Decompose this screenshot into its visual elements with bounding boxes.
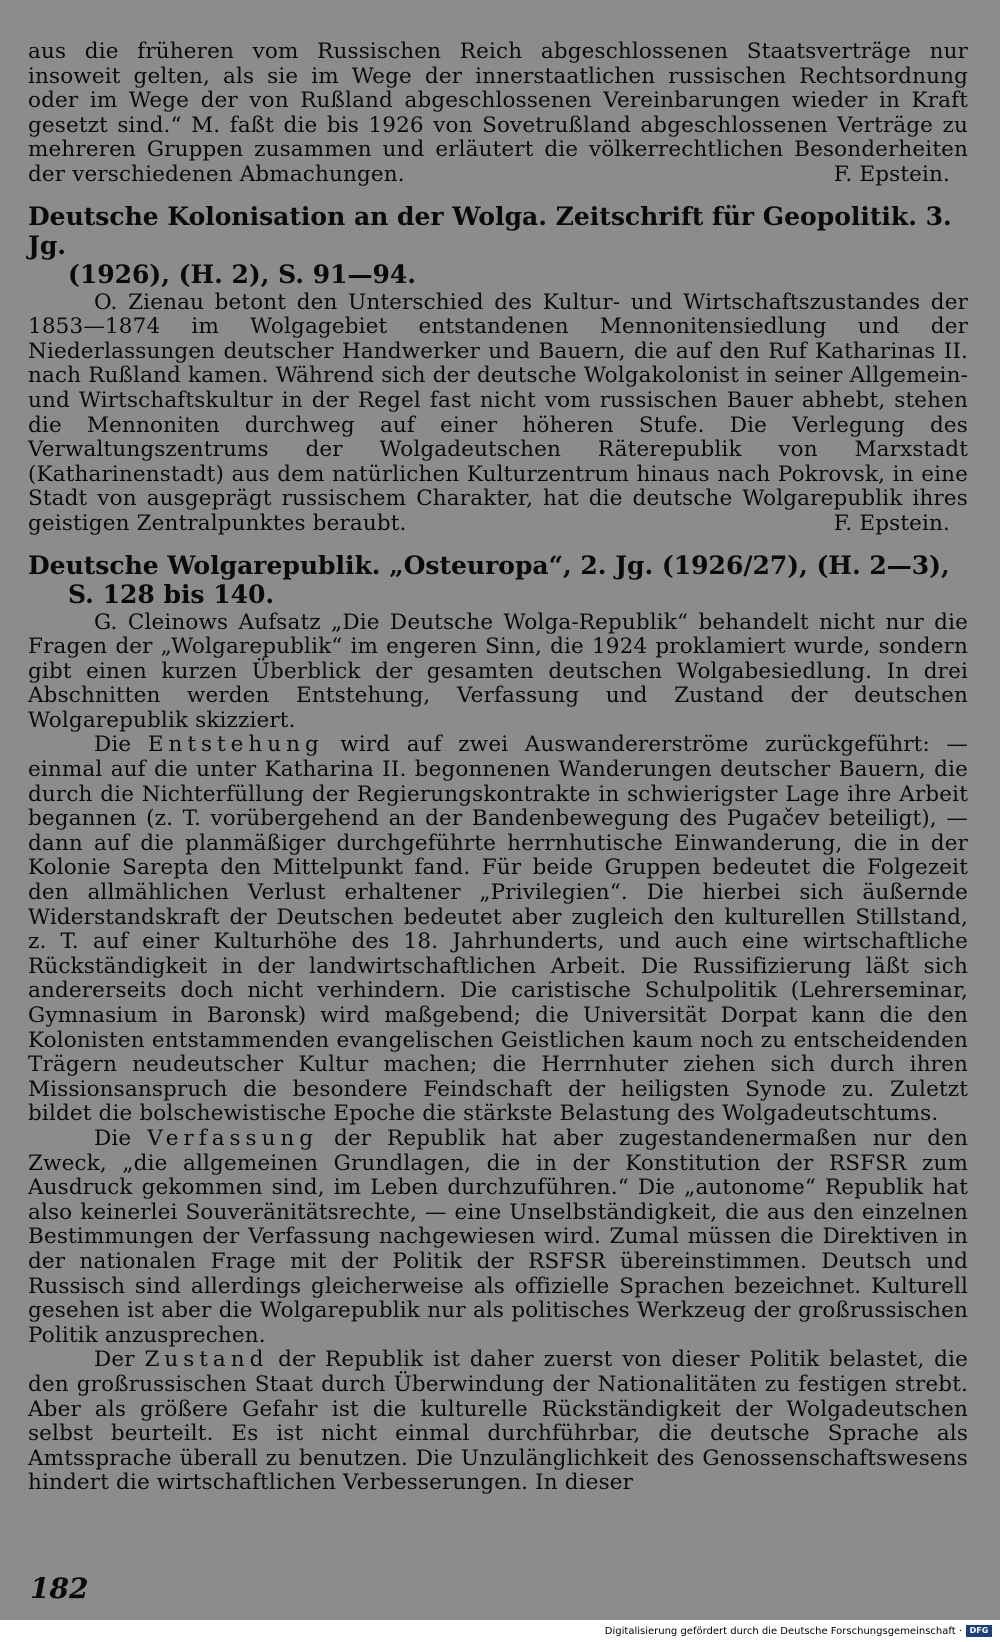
paragraph-zustand-text: der Republik ist daher zuerst von dieser Politik belastet, die den großrussischen Staat durch Überwindung der Nationalitäten zu festigen strebt. Aber als größere Gefahr ist die kulturelle Rückständigkeit der Wolgadeutschen selbst beurteilt. Es ist nicht einmal durchführbar, die deutsche Sprache als Amtssprache überall zu benutzen. Die Unzulänglichkeit des Genossenschaftswesens hindert die wirtschaftlichen Verbesserungen. In dieser [28, 1347, 968, 1496]
entry-wolgarepublik [28, 551, 968, 1496]
entry-kolonisation-source: Zeitschrift für Geopolitik. 3. Jg. [28, 201, 952, 260]
entry-kolonisation-title: Deutsche Kolonisation an der Wolga. [28, 201, 547, 231]
term-verfassung: Verfassung [147, 1125, 319, 1151]
dfg-logo-icon: DFG [966, 1625, 992, 1637]
entry-wolgarepublik-paragraph-1: G. Cleinows Aufsatz „Die Deutsche Wolga-Republik“ behandelt nicht nur die Fragen der „Wolgarepublik“ im engeren Sinn, die 1924 proklamiert wurde, sondern gibt einen kurzen Überblick der gesamten deutschen Wolgabesiedlung. In drei Abschnitten werden Entstehung, Verfassung und Zustand der deutschen Wolgarepublik skizziert. [28, 609, 968, 733]
entry-wolgarepublik-source-cont: S. 128 bis 140. [68, 579, 275, 609]
term-entstehung: Entstehung [147, 732, 324, 758]
paragraph-lead-word: Die [94, 732, 132, 758]
paragraph-entstehung-text: wird auf zwei Auswandererströme zurückgeführt: — einmal auf die unter Katharina II. begonnenen Wanderungen deutscher Bauern, die durch die Nichterfüllung der Regierungskontrakte in schwierigster Lage ihre Arbeit begannen (z. T. vorübergehend an der Bandenbewegung des Pugačev beteiligt), — dann auf die planmäßiger durchgeführte herrnhutische Einwanderung, die in der Kolonie Sarepta den Mittelpunkt fand. Für beide Gruppen bedeutet die Folgezeit den allmählichen Verlust erhaltener „Privilegien“. Die hierbei sich äußernde Widerstandskraft der Deutschen bedeutet aber zugleich den kulturellen Stillstand, z. T. auf einer Kulturhöhe des 18. Jahrhunderts, und auch eine wirtschaftliche Rückständigkeit in der landwirtschaftlichen Arbeit. Die Russifizierung läßt sich andererseits doch nicht verhindern. Die caristische Schulpolitik (Lehrerseminar, Gymnasium in Baronsk) wird maßgebend; die Universität Dorpat kann die den Kolonisten entstammenden evangelischen Geistlichen kaum noch zu entscheidenden Trägern neudeutscher Kultur machen; die Herrnhuter ziehen sich durch ihren Missionsanspruch die besondere Feindschaft der heiligsten Synode zu. Zuletzt bildet die bolschewistische Epoche die stärkste Belastung des Wolgadeutschtums. [28, 732, 969, 1127]
intro-text: aus die früheren vom Russischen Reich abgeschlossenen Staatsverträge nur insoweit gelten, als sie im Wege der innerstaatlichen russischen Rechtsordnung oder im Wege der von Rußland abgeschlossenen Vereinbarungen wieder in Kraft gesetzt sind.“ M. faßt die bis 1926 von Sovetrußland abgeschlossenen Verträge zu mehreren Gruppen zusammen und erläutert die völkerrechtlichen Besonderheiten der verschiedenen Abmachungen. [28, 39, 968, 187]
paragraph-verfassung-text: der Republik hat aber zugestandenermaßen nur den Zweck, „die allgemeinen Grundlagen, die in der Konstitution der RSFSR zum Ausdruck gekommen sind, im Leben durchzuführen.“ Die „autonome“ Republik hat also keinerlei Souveränitätsrechte, — eine Unselbständigkeit, die aus den einzelnen Bestimmungen der Verfassung nachgewiesen wird. Zumal müssen die Direktiven in der nationalen Frage mit der Politik der RSFSR übereinstimmen. Deutsch und Russisch sind allerdings gleicherweise als offizielle Sprachen bezeichnet. Kulturell gesehen ist aber die Wolgarepublik nur als politisches Werkzeug der großrussischen Politik anzusprechen. [28, 1125, 969, 1348]
paragraph-lead-word: Der [94, 1347, 135, 1373]
entry-wolgarepublik-title: Deutsche Wolgarepublik. [28, 550, 381, 580]
paragraph-lead-word: Die [94, 1125, 132, 1151]
intro-paragraph [28, 40, 968, 188]
entry-wolgarepublik-paragraph-verfassung [28, 1127, 968, 1348]
entry-wolgarepublik-paragraph-entstehung [28, 733, 968, 1127]
term-zustand: Zustand [144, 1347, 269, 1373]
page-body [28, 40, 968, 1496]
entry-kolonisation-source-cont: (1926), (H. 2), S. 91—94. [68, 259, 416, 289]
entry-kolonisation-text: O. Zienau betont den Unterschied des Kultur- und Wirtschaftszustandes der 1853—1874 im Wolgagebiet entstandenen Mennonitensiedlung und der Niederlassungen deutscher Handwerker und Bauern, die auf den Ruf Katharinas II. nach Rußland kamen. Während sich der deutsche Wolgakolonist in seiner Allgemein- und Wirtschaftskultur in der Regel fast nicht vom russischen Bauer abhebt, stehen die Mennoniten durchweg auf einer höheren Stufe. Die Verlegung des Verwaltungszentrums der Wolgadeutschen Räterepublik von Marxstadt (Katharinenstadt) aus dem natürlichen Kulturzentrum hinaus nach Pokrovsk, in eine Stadt von ausgeprägt russischem Charakter, hat die deutsche Wolgarepublik ihres geistigen Zentralpunktes beraubt. [28, 289, 968, 536]
entry-kolonisation-body [28, 291, 968, 537]
entry-wolgarepublik-source: „Osteuropa“, 2. Jg. (1926/27), (H. 2—3), [389, 550, 950, 580]
page-number: 182 [30, 1572, 89, 1605]
entry-kolonisation-heading [28, 202, 968, 289]
footer-credit: Digitalisierung gefördert durch die Deutsche Forschungsgemeinschaft · [604, 1626, 962, 1637]
entry-kolonisation [28, 202, 968, 537]
entry-wolgarepublik-paragraph-zustand [28, 1348, 968, 1496]
entry-wolgarepublik-heading [28, 551, 968, 609]
entry-kolonisation-signature: F. Epstein. [833, 510, 950, 536]
intro-signature: F. Epstein. [833, 161, 950, 187]
